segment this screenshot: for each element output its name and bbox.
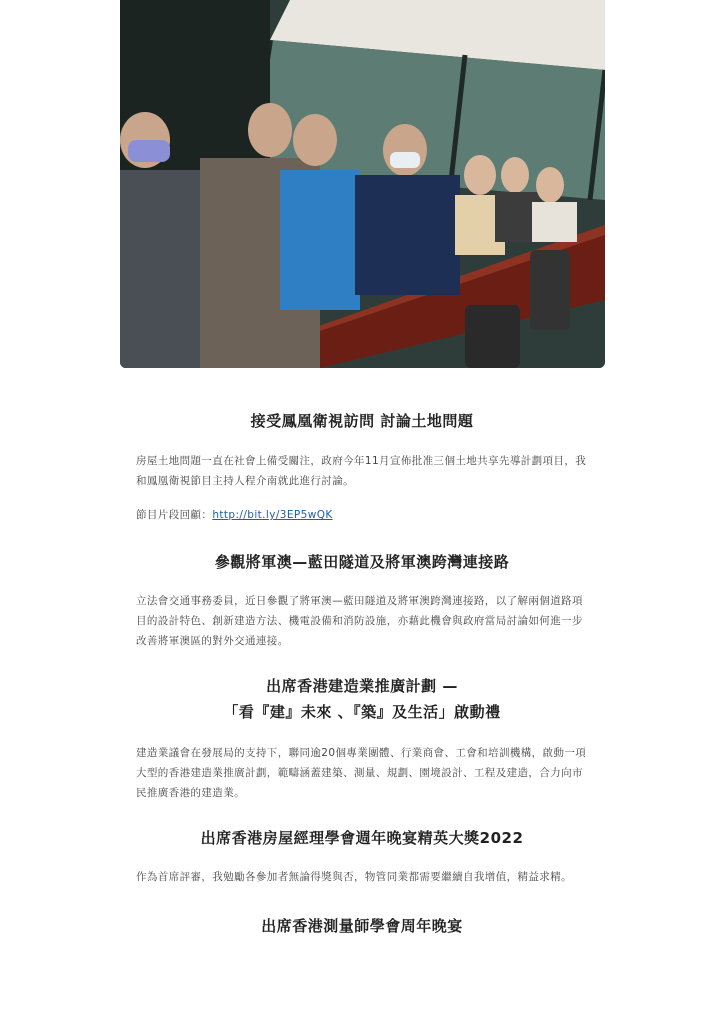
link-prefix: 節目片段回顧：	[136, 509, 213, 521]
article-content	[136, 408, 588, 939]
section-3-paragraph: 建造業議會在發展局的支持下，聯同逾20個專業團體、行業商會、工會和培訓機構，啟動一項大型的香港建造業推廣計劃，範疇涵蓋建築、測量、規劃、園境設計、工程及建造，合力向市民推廣香港的建造業。	[136, 747, 587, 799]
section-4-paragraph: 作為首席評審，我勉勵各參加者無論得獎與否，物管同業都需要繼續自我增值，精益求精。	[136, 871, 572, 883]
section-1-paragraph: 房屋土地問題一直在社會上備受關注，政府今年11月宣佈批准三個土地共享先導計劃項目，我和鳳凰衛視節目主持人程介南就此進行討論。	[136, 455, 587, 487]
section-1-title: 接受鳳凰衛視訪問 討論土地問題	[250, 412, 474, 430]
section-2-title: 參觀將軍澳—藍田隧道及將軍澳跨灣連接路	[214, 553, 510, 571]
section-3-title-line1: 出席香港建造業推廣計劃 —	[266, 677, 458, 695]
section-5-title: 出席香港測量師學會周年晚宴	[261, 917, 463, 935]
program-clip-link[interactable]: http://bit.ly/3EP5wQK	[212, 509, 333, 521]
section-1-link-line	[136, 505, 588, 525]
press-photo-legco-chamber-icon	[120, 0, 605, 368]
section-4-title: 出席香港房屋經理學會週年晚宴精英大獎2022	[200, 829, 524, 847]
section-2-paragraph: 立法會交通事務委員，近日參觀了將軍澳—藍田隧道及將軍澳跨灣連接路，以了解兩個道路項目的設計特色、創新建造方法、機電設備和消防設施，亦藉此機會與政府當局討論如何進一步改善將軍澳區的對外交通連接。	[136, 595, 583, 647]
press-photo	[120, 0, 605, 368]
section-3-title-line2: 「看『建』未來 、『築』及生活」啟動禮	[223, 703, 501, 721]
